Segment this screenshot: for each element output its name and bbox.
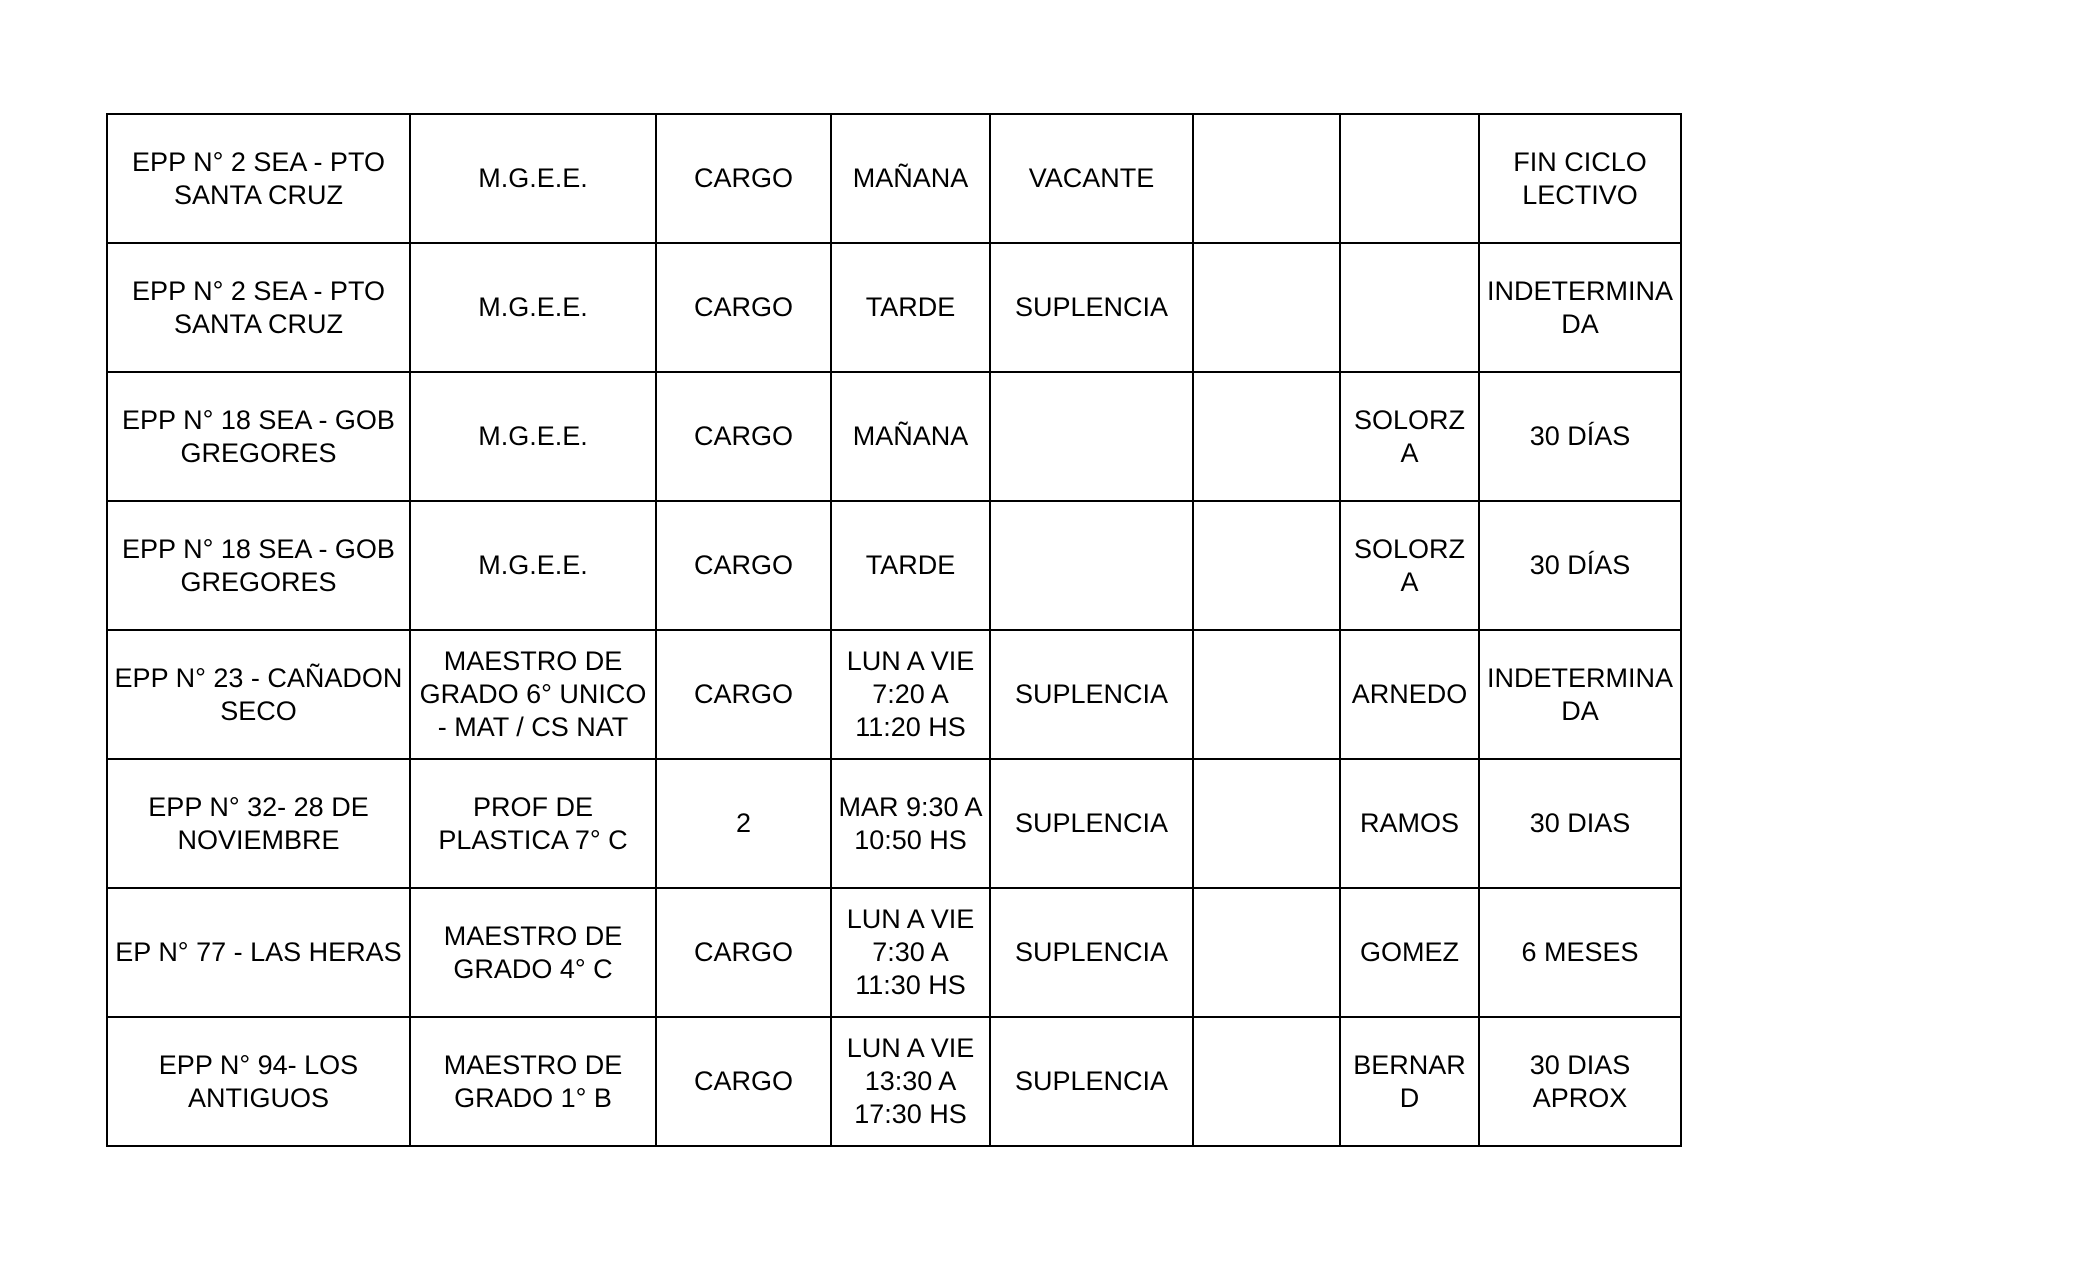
cell-blank (1193, 114, 1340, 243)
cell-text: CARGO (693, 937, 793, 967)
cell-text: 30 DIAS APROX (1529, 1049, 1631, 1113)
cell-text: MAR 9:30 A 10:50 HS (838, 791, 983, 855)
cell-status (990, 1017, 1193, 1146)
cell-status (990, 759, 1193, 888)
cell-text: CARGO (693, 163, 793, 193)
cell-text: SUPLENCIA (1014, 937, 1169, 967)
cell-type (656, 1017, 831, 1146)
cell-text: TARDE (865, 292, 956, 322)
cell-schedule (831, 1017, 990, 1146)
cell-text: 6 MESES (1521, 937, 1639, 967)
cell-blank (1193, 888, 1340, 1017)
cell-type (656, 501, 831, 630)
cell-schedule (831, 888, 990, 1017)
cell-type (656, 630, 831, 759)
cell-text: INDETERMINA DA (1486, 275, 1673, 339)
cell-text: MAESTRO DE GRADO 1° B (443, 1049, 623, 1113)
cell-blank (1193, 1017, 1340, 1146)
cell-teacher (1340, 372, 1479, 501)
cell-type (656, 888, 831, 1017)
cell-duration (1479, 372, 1681, 501)
cell-text: M.G.E.E. (478, 163, 588, 193)
cell-text: M.G.E.E. (478, 550, 588, 580)
cell-text: MAÑANA (852, 163, 969, 193)
cell-school (107, 501, 410, 630)
cell-text: TARDE (865, 550, 956, 580)
cell-teacher (1340, 1017, 1479, 1146)
cell-schedule (831, 243, 990, 372)
vacancies-table (106, 113, 1682, 1147)
cell-text: MAÑANA (852, 421, 969, 451)
cell-text: EPP N° 23 - CAÑADON SECO (114, 662, 403, 726)
cell-teacher (1340, 630, 1479, 759)
cell-blank (1193, 501, 1340, 630)
cell-text: LUN A VIE 13:30 A 17:30 HS (846, 1033, 975, 1129)
cell-duration (1479, 243, 1681, 372)
cell-school (107, 888, 410, 1017)
cell-school (107, 114, 410, 243)
cell-blank (1193, 243, 1340, 372)
cell-text: CARGO (693, 1066, 793, 1096)
cell-text: EPP N° 2 SEA - PTO SANTA CRUZ (132, 275, 385, 339)
cell-text: EPP N° 18 SEA - GOB GREGORES (122, 533, 395, 597)
cell-position (410, 630, 656, 759)
cell-text: SUPLENCIA (1014, 808, 1169, 838)
cell-text: BERNAR D (1353, 1049, 1466, 1113)
cell-status (990, 114, 1193, 243)
cell-position (410, 372, 656, 501)
cell-school (107, 759, 410, 888)
cell-position (410, 243, 656, 372)
cell-teacher (1340, 114, 1479, 243)
cell-text: EP N° 77 - LAS HERAS (115, 937, 402, 967)
table-row (107, 114, 1681, 243)
cell-position (410, 888, 656, 1017)
cell-text: 30 DÍAS (1529, 421, 1631, 451)
cell-text: 30 DIAS (1529, 808, 1631, 838)
table-row (107, 372, 1681, 501)
cell-status (990, 630, 1193, 759)
cell-text: VACANTE (1028, 163, 1155, 193)
cell-text: EPP N° 18 SEA - GOB GREGORES (122, 404, 395, 468)
cell-text: EPP N° 2 SEA - PTO SANTA CRUZ (132, 146, 385, 210)
cell-type (656, 114, 831, 243)
cell-duration (1479, 114, 1681, 243)
cell-text: RAMOS (1359, 808, 1459, 838)
cell-duration (1479, 1017, 1681, 1146)
table-row (107, 759, 1681, 888)
cell-position (410, 759, 656, 888)
table-row (107, 243, 1681, 372)
cell-text: CARGO (693, 550, 793, 580)
cell-teacher (1340, 888, 1479, 1017)
cell-position (410, 501, 656, 630)
cell-duration (1479, 501, 1681, 630)
cell-type (656, 759, 831, 888)
cell-duration (1479, 630, 1681, 759)
cell-text: ARNEDO (1351, 679, 1468, 709)
cell-text: SUPLENCIA (1014, 679, 1169, 709)
cell-school (107, 1017, 410, 1146)
cell-blank (1193, 630, 1340, 759)
cell-duration (1479, 759, 1681, 888)
cell-text: GOMEZ (1360, 937, 1459, 967)
table-body (107, 114, 1681, 1146)
cell-teacher (1340, 243, 1479, 372)
cell-text: EPP N° 32- 28 DE NOVIEMBRE (148, 791, 369, 855)
cell-text: LUN A VIE 7:20 A 11:20 HS (846, 646, 975, 742)
cell-school (107, 372, 410, 501)
cell-text: CARGO (693, 292, 793, 322)
cell-schedule (831, 501, 990, 630)
cell-text: LUN A VIE 7:30 A 11:30 HS (846, 904, 975, 1000)
cell-text: EPP N° 94- LOS ANTIGUOS (158, 1049, 359, 1113)
cell-duration (1479, 888, 1681, 1017)
cell-text: MAESTRO DE GRADO 4° C (443, 920, 623, 984)
cell-schedule (831, 630, 990, 759)
cell-blank (1193, 759, 1340, 888)
cell-text: MAESTRO DE GRADO 6° UNICO - MAT / CS NAT (419, 646, 647, 742)
cell-text: SUPLENCIA (1014, 1066, 1169, 1096)
cell-text: CARGO (693, 679, 793, 709)
cell-status (990, 243, 1193, 372)
cell-text: SOLORZ A (1353, 404, 1466, 468)
cell-text: 2 (735, 808, 752, 838)
cell-text: 30 DÍAS (1529, 550, 1631, 580)
cell-text: SOLORZ A (1353, 533, 1466, 597)
table-row (107, 1017, 1681, 1146)
cell-status (990, 372, 1193, 501)
cell-text: CARGO (693, 421, 793, 451)
cell-school (107, 630, 410, 759)
table-row (107, 501, 1681, 630)
cell-text: M.G.E.E. (478, 421, 588, 451)
cell-status (990, 501, 1193, 630)
cell-position (410, 1017, 656, 1146)
cell-type (656, 243, 831, 372)
table-row (107, 630, 1681, 759)
cell-status (990, 888, 1193, 1017)
table-row (107, 888, 1681, 1017)
cell-teacher (1340, 759, 1479, 888)
cell-text: INDETERMINA DA (1486, 662, 1673, 726)
cell-teacher (1340, 501, 1479, 630)
cell-school (107, 243, 410, 372)
cell-text: SUPLENCIA (1014, 292, 1169, 322)
cell-schedule (831, 372, 990, 501)
cell-type (656, 372, 831, 501)
cell-text: FIN CICLO LECTIVO (1513, 146, 1647, 210)
cell-schedule (831, 759, 990, 888)
cell-text: M.G.E.E. (478, 292, 588, 322)
cell-schedule (831, 114, 990, 243)
cell-text: PROF DE PLASTICA 7° C (438, 791, 628, 855)
cell-blank (1193, 372, 1340, 501)
cell-position (410, 114, 656, 243)
